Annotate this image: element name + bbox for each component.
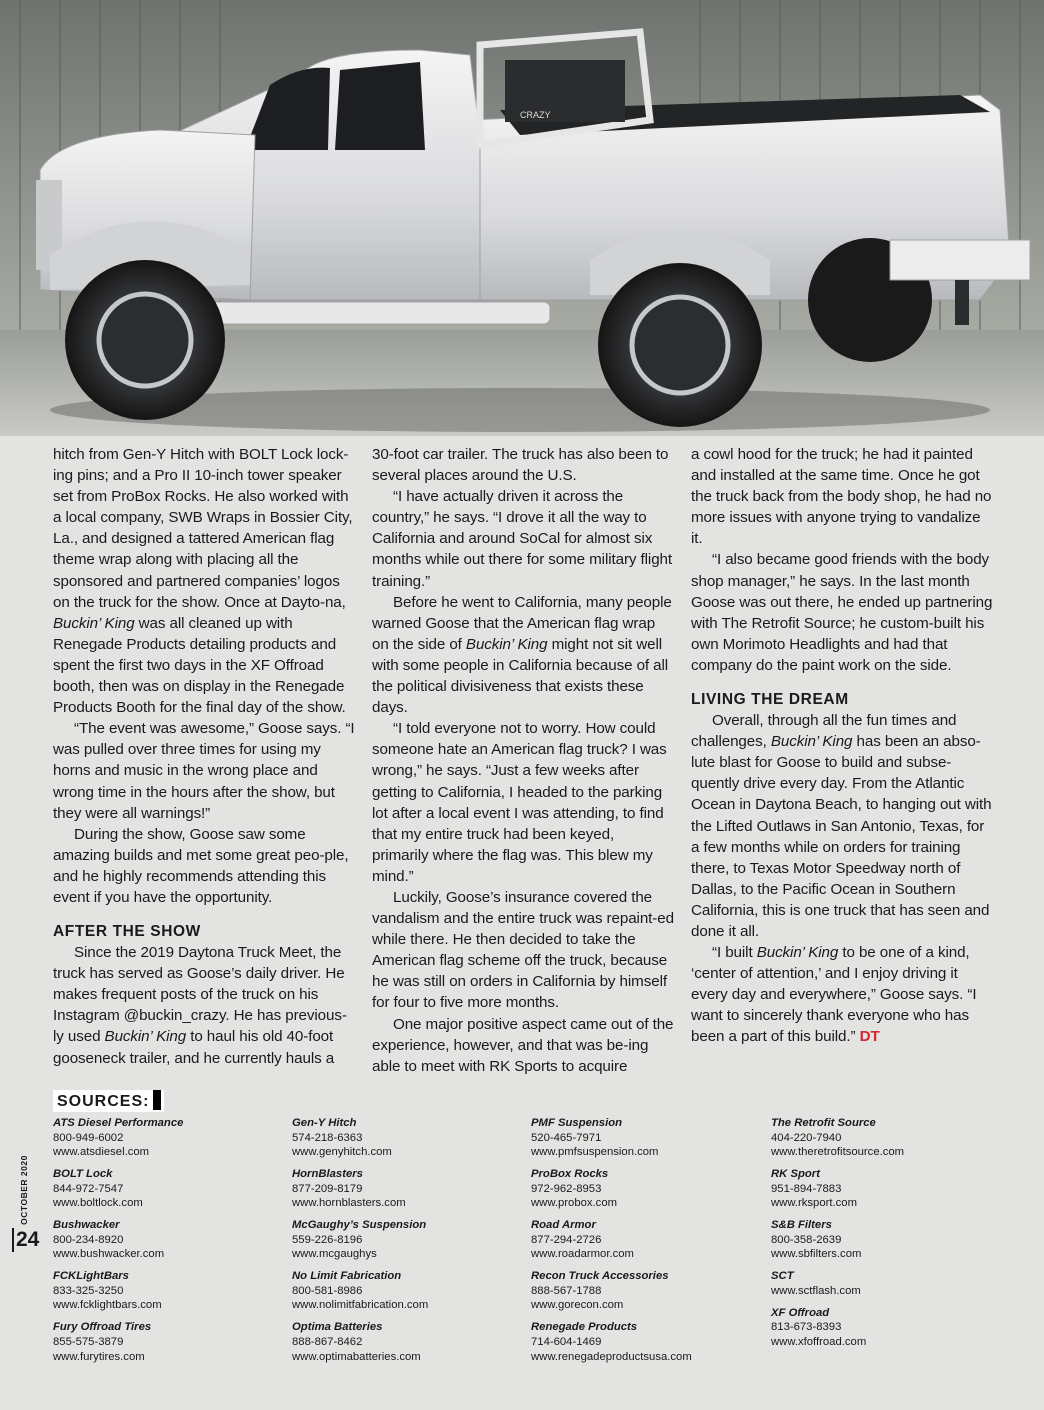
article-paragraph	[372, 444, 674, 486]
text-run: “I also became good friends with the body shop manager,” he says. In the last month Goose was out there, he ended up partnering with The Retrofit Source; he custom-built his own Morimoto Headlights and had that company do the paint work on the side.	[691, 551, 993, 674]
truck-name: Buckin’ King	[756, 944, 839, 962]
source-phone: 972-962-8953	[531, 1182, 602, 1195]
source-phone: 844-972-7547	[53, 1182, 124, 1195]
source-name: Fury Offroad Tires	[53, 1321, 152, 1334]
source-url[interactable]: www.boltlock.com	[53, 1197, 143, 1210]
text-run: Before he went to California, many people warned Goose that the American flag wrap on the side of	[372, 593, 672, 653]
source-entry	[53, 1116, 283, 1160]
article-column-2	[372, 444, 674, 1077]
source-url[interactable]: www.hornblasters.com	[292, 1197, 406, 1210]
source-phone: 800-234-8920	[53, 1233, 124, 1246]
tower-decal: CRAZY	[520, 110, 551, 120]
sources-title: SOURCES:	[57, 1093, 150, 1110]
source-phone: 520-465-7971	[531, 1131, 602, 1144]
source-entry	[531, 1269, 761, 1313]
source-url[interactable]: www.bushwacker.com	[53, 1248, 165, 1261]
source-name: Bushwacker	[53, 1219, 120, 1232]
text-run: One major positive aspect came out of the experience, however, and that was be-ing able to meet with RK Sports to acquire	[372, 1015, 674, 1075]
source-url[interactable]: www.mcgaughys	[292, 1248, 377, 1261]
article-column-1	[53, 444, 355, 1069]
dt-signoff: DT	[859, 1028, 880, 1046]
source-url[interactable]: www.theretrofitsource.com	[771, 1146, 905, 1159]
source-name: ATS Diesel Performance	[53, 1117, 184, 1129]
section-heading: AFTER THE SHOW	[53, 923, 201, 941]
article-paragraph	[691, 549, 993, 676]
text-run: “I have actually driven it across the country,” he says. “I drove it all the way to California and around SoCal for almost six months while out there for some military flight training.”	[372, 488, 673, 590]
source-phone: 951-894-7883	[771, 1182, 842, 1195]
source-name: Optima Batteries	[292, 1321, 383, 1334]
source-name: ProBox Rocks	[531, 1168, 609, 1181]
text-run: was all cleaned up with Renegade Products detailing products and spent the first two days in the XF Offroad booth, then was on display in the Renegade Products Booth for the final day of the show.	[53, 614, 346, 717]
source-phone: 404-220-7940	[771, 1131, 842, 1144]
source-url[interactable]: www.rksport.com	[771, 1197, 857, 1210]
article-paragraph	[53, 718, 355, 823]
truck-name: Buckin’ King	[465, 635, 548, 653]
truck-illustration	[0, 0, 1044, 436]
source-entry	[292, 1320, 522, 1364]
sources-column-2	[292, 1116, 522, 1371]
source-phone: 813-673-8393	[771, 1321, 842, 1334]
text-run: hitch from Gen-Y Hitch with BOLT Lock lock-ing pins; and a Pro II 10-inch tower speaker set from ProBox Rocks. He also worked with a local company, SWB Wraps in Bossier City, La., and designed a tattered American flag theme wrap along with placing all the sponsored and partnered companies’ logos on the truck for the show. Once at Dayto-na,	[53, 446, 353, 611]
source-entry	[292, 1116, 522, 1160]
source-entry	[53, 1167, 283, 1211]
truck-name: Buckin’ King	[770, 733, 853, 751]
article-paragraph	[53, 444, 355, 718]
issue-date: OCTOBER 2020	[19, 1155, 29, 1225]
text-run: 30-foot car trailer. The truck has also been to several places around the U.S.	[372, 446, 669, 485]
source-name: Road Armor	[531, 1219, 596, 1232]
source-phone: 833-325-3250	[53, 1284, 124, 1297]
source-name: SCT	[771, 1270, 794, 1283]
source-url[interactable]: www.genyhitch.com	[292, 1146, 392, 1159]
source-phone: 855-575-3879	[53, 1335, 124, 1348]
source-entry	[531, 1320, 761, 1364]
source-entry	[771, 1269, 1001, 1298]
sources-heading-bar	[153, 1090, 161, 1110]
source-name: RK Sport	[771, 1168, 820, 1181]
article-paragraph	[372, 887, 674, 1014]
source-url[interactable]: www.optimabatteries.com	[292, 1350, 421, 1363]
source-entry	[292, 1218, 522, 1262]
text-run: During the show, Goose saw some amazing builds and met some great peo-ple, and he highly recommends attending this event if you have the opportunity.	[53, 825, 349, 906]
source-entry	[292, 1167, 522, 1211]
source-entry	[531, 1167, 761, 1211]
source-name: BOLT Lock	[53, 1168, 113, 1181]
source-url[interactable]: www.sctflash.com	[771, 1284, 861, 1297]
source-url[interactable]: www.probox.com	[531, 1197, 618, 1210]
truck-name: Buckin’ King	[53, 614, 135, 632]
article-column-3	[691, 444, 993, 1048]
sources-heading	[53, 1090, 164, 1112]
source-entry	[53, 1320, 283, 1364]
source-phone: 877-294-2726	[531, 1233, 602, 1246]
source-entry	[771, 1116, 1001, 1160]
text-run: Since the 2019 Daytona Truck Meet, the truck has served as Goose’s daily driver. He makes frequent posts of the truck on his Instagram @buckin_crazy. He has previous-ly used	[53, 944, 347, 1046]
source-url[interactable]: www.pmfsuspension.com	[531, 1146, 659, 1159]
sources-column-3	[531, 1116, 761, 1371]
source-name: FCKLightBars	[53, 1270, 129, 1283]
source-url[interactable]: www.sbfilters.com	[771, 1248, 862, 1261]
source-entry	[771, 1306, 1001, 1350]
source-url[interactable]: www.atsdiesel.com	[53, 1146, 150, 1159]
source-url[interactable]: www.gorecon.com	[531, 1299, 624, 1312]
source-name: S&B Filters	[771, 1219, 832, 1232]
text-run: “I told everyone not to worry. How could someone hate an American flag truck? I was wrong,” he says. “Just a few weeks after getting to California, I headed to the parking lot after a local event I was attending, to find that my entire truck had been keyed, primarily where the flag was. This blew my mind.”	[372, 720, 667, 885]
section-heading: LIVING THE DREAM	[691, 691, 849, 709]
text-run: might not sit well with some people in California because of all the political divisiveness that exists these days.	[372, 635, 669, 717]
article-paragraph	[372, 718, 674, 887]
text-run: “The event was awesome,” Goose says. “I was pulled over three times for using my horns and music in the wrong place and wrong time in the hours after the show, but they were all warnings!”	[53, 720, 355, 822]
source-name: XF Offroad	[771, 1306, 830, 1319]
source-url[interactable]: www.nolimitfabrication.com	[292, 1299, 429, 1312]
sources-column-4	[771, 1116, 1001, 1357]
hero-photo	[0, 0, 1044, 436]
source-phone: 800-949-6002	[53, 1131, 124, 1144]
source-phone: 559-226-8196	[292, 1233, 363, 1246]
source-name: Gen-Y Hitch	[292, 1117, 357, 1129]
truck-name: Buckin’ King	[104, 1028, 187, 1046]
article-paragraph	[53, 824, 355, 908]
source-url[interactable]: www.furytires.com	[53, 1350, 145, 1363]
source-name: HornBlasters	[292, 1168, 363, 1181]
source-phone: 800-581-8986	[292, 1284, 363, 1297]
source-entry	[531, 1218, 761, 1262]
text-run: has been an abso-lute blast for Goose to build and subse-quently drive every day. From the Atlantic Ocean in Daytona Beach, to hanging out with the Lifted Outlaws in San Antonio, Texas, for a few months while on orders for training there, to Texas Motor Speedway north of Dallas, to the Pacific Ocean in Southern California, this is one truck that has seen and done it all.	[691, 733, 992, 940]
text-run: a cowl hood for the truck; he had it painted and installed at the same time. Once he got the truck back from the body shop, he had no more issues with anyone trying to vandalize it.	[691, 446, 992, 548]
text-run: “I built	[712, 944, 757, 962]
source-name: No Limit Fabrication	[292, 1270, 402, 1283]
source-entry	[771, 1167, 1001, 1211]
source-name: McGaughy’s Suspension	[292, 1219, 427, 1232]
source-name: The Retrofit Source	[771, 1117, 876, 1129]
article-paragraph	[372, 592, 674, 719]
article-paragraph	[372, 1014, 674, 1077]
text-run: to haul his old 40-foot gooseneck trailer, and he currently hauls a	[53, 1028, 335, 1067]
sources-column-1	[53, 1116, 283, 1371]
source-url[interactable]: www.fcklightbars.com	[53, 1299, 162, 1312]
article-paragraph	[691, 444, 993, 549]
source-name: Renegade Products	[531, 1321, 638, 1334]
page-number: 24	[12, 1228, 39, 1252]
article-paragraph	[53, 942, 355, 1069]
source-entry	[53, 1269, 283, 1313]
article-paragraph	[691, 710, 993, 942]
source-name: PMF Suspension	[531, 1117, 623, 1129]
article-paragraph	[691, 942, 993, 1047]
text-run: Luckily, Goose’s insurance covered the vandalism and the entire truck was repaint-ed while there. He then decided to take the American flag scheme off the truck, because he was still on orders in California by himself for four to five more months.	[372, 888, 674, 1012]
text-run: Overall, through all the fun times and challenges,	[691, 712, 957, 751]
source-phone: 574-218-6363	[292, 1131, 363, 1144]
source-entry	[531, 1116, 761, 1160]
source-entry	[53, 1218, 283, 1262]
source-url[interactable]: www.xfoffroad.com	[771, 1335, 867, 1348]
article-paragraph	[372, 486, 674, 591]
source-name: Recon Truck Accessories	[531, 1270, 669, 1283]
source-phone: 800-358-2639	[771, 1233, 842, 1246]
source-phone: 888-567-1788	[531, 1284, 602, 1297]
source-entry	[292, 1269, 522, 1313]
source-phone: 888-867-8462	[292, 1335, 363, 1348]
source-entry	[771, 1218, 1001, 1262]
source-url[interactable]: www.renegadeproductsusa.com	[531, 1350, 692, 1363]
source-url[interactable]: www.roadarmor.com	[531, 1248, 634, 1261]
source-phone: 877-209-8179	[292, 1182, 363, 1195]
source-phone: 714-604-1469	[531, 1335, 602, 1348]
text-run: to be one of a kind, ‘center of attention,’ and I enjoy driving it every day and everywhere,” Goose says. “I want to sincerely thank everyone who has been a part of this build.”	[691, 944, 977, 1046]
